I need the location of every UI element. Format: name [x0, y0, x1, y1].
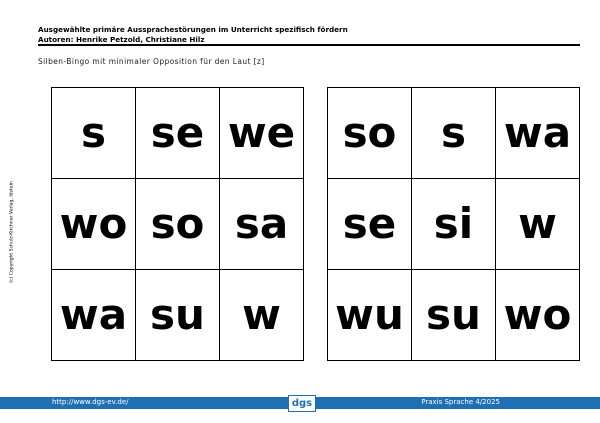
- worksheet-subtitle: Silben-Bingo mit minimaler Opposition für den Laut [z]: [38, 57, 265, 66]
- footer-url-link[interactable]: http://www.dgs-ev.de/: [52, 398, 129, 406]
- bingo-cell: su: [412, 270, 496, 361]
- bingo-cell: si: [412, 179, 496, 270]
- bingo-cell: wu: [328, 270, 412, 361]
- bingo-cell: su: [136, 270, 220, 361]
- footer-publication-ref: Praxis Sprache 4/2025: [421, 398, 500, 406]
- bingo-cell: se: [328, 179, 412, 270]
- copyright-notice: (c) Copyright Schulz-Kirchner Verlag, Idstein: [9, 181, 15, 283]
- bingo-cell: wo: [52, 179, 136, 270]
- header-authors: Autoren: Henrike Petzold, Christiane Hilz: [38, 35, 205, 44]
- bingo-cell: wa: [496, 88, 580, 179]
- document-header: [38, 25, 578, 45]
- dgs-logo: dgs: [288, 395, 316, 412]
- bingo-cell: so: [328, 88, 412, 179]
- bingo-grid-right: [327, 87, 580, 361]
- bingo-cell: w: [496, 179, 580, 270]
- bingo-cell: w: [220, 270, 304, 361]
- bingo-cell: sa: [220, 179, 304, 270]
- header-title: Ausgewählte primäre Aussprachestörungen im Unterricht spezifisch fördern: [38, 25, 348, 34]
- bingo-cell: se: [136, 88, 220, 179]
- header-rule: [38, 44, 580, 46]
- bingo-grid-left: [51, 87, 304, 361]
- bingo-cell: wo: [496, 270, 580, 361]
- bingo-cell: s: [412, 88, 496, 179]
- bingo-cell: wa: [52, 270, 136, 361]
- bingo-cell: we: [220, 88, 304, 179]
- bingo-cell: so: [136, 179, 220, 270]
- bingo-cell: s: [52, 88, 136, 179]
